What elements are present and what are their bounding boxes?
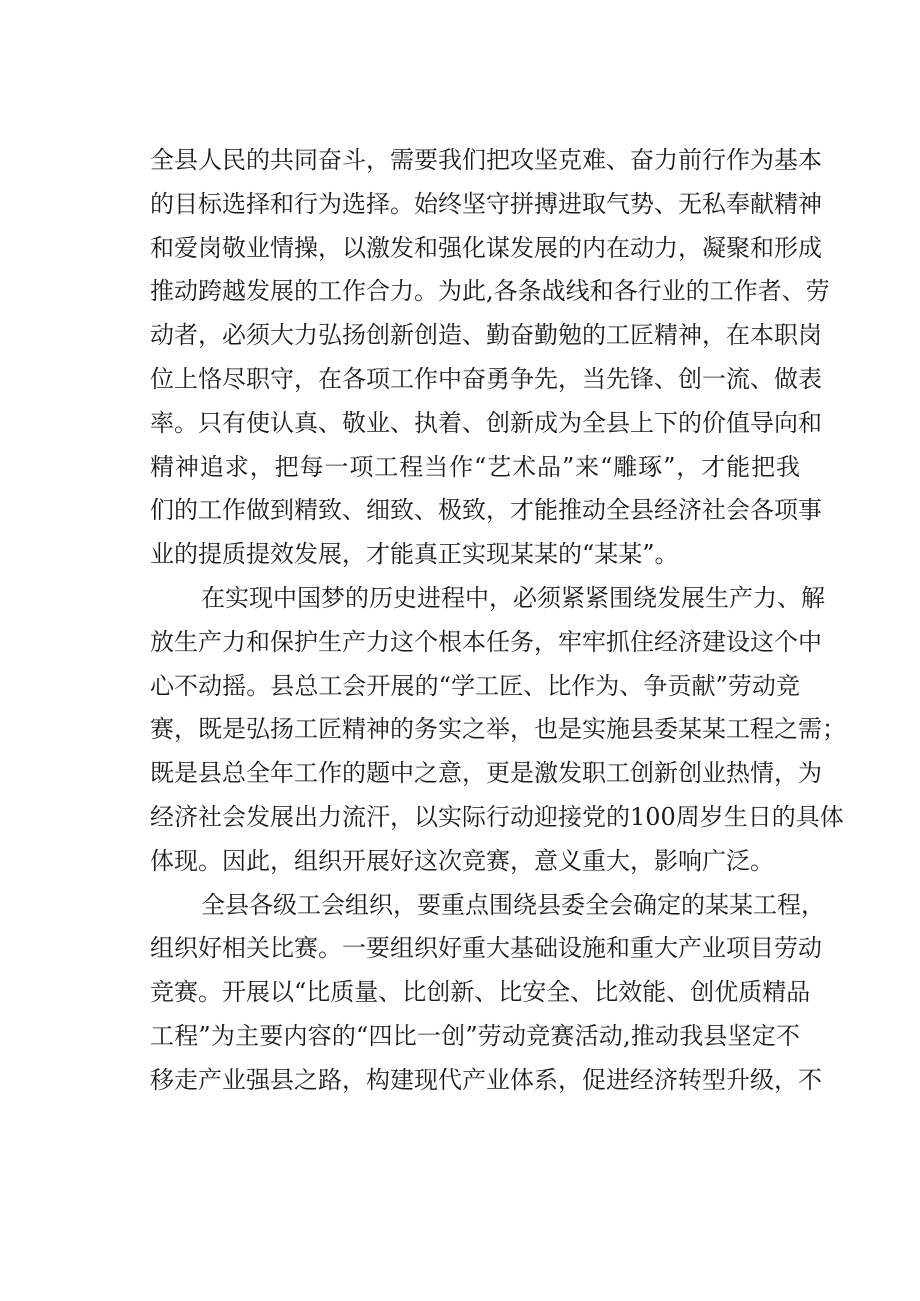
text-line: 率。只有使认真、敬业、执着、创新成为全县上下的价值导向和 [150, 408, 822, 437]
text-line: 动者，必须大力弘扬创新创造、勤奋勤勉的工匠精神，在本职岗 [150, 321, 822, 350]
document-body [150, 139, 846, 1103]
text-line: 竞赛。开展以“比质量、比创新、比安全、比效能、创优质精品 [150, 978, 811, 1007]
text-line: 放生产力和保护生产力这个根本任务，牢牢抓住经济建设这个中 [150, 627, 822, 656]
text-line: 们的工作做到精致、细致、极致，才能推动全县经济社会各项事 [150, 496, 822, 525]
text-line: 和爱岗敬业情操，以激发和强化谋发展的内在动力，凝聚和形成 [150, 233, 822, 262]
text-line: 工程”为主要内容的“四比一创”劳动竞赛活动,推动我县坚定不 [150, 1021, 800, 1050]
text-line: 组织好相关比赛。一要组织好重大基础设施和重大产业项目劳动 [150, 934, 822, 963]
text-line: 全县各级工会组织，要重点围绕县委全会确定的某某工程， [201, 890, 825, 919]
paragraph-2 [150, 577, 846, 884]
text-line: 既是县总全年工作的题中之意，更是激发职工创新创业热情，为 [150, 759, 822, 788]
text-line: 心不动摇。县总工会开展的“学工匠、比作为、争贡献”劳动竞 [150, 671, 800, 700]
text-line: 业的提质提效发展，才能真正实现某某的“某某”。 [150, 540, 679, 569]
paragraph-1 [150, 139, 830, 577]
text-line: 移走产业强县之路，构建现代产业体系，促进经济转型升级，不 [150, 1065, 822, 1094]
text-line: 精神追求，把每一项工程当作“艺术品”来“雕琢”，才能把我 [150, 452, 800, 481]
text-line: 经济社会发展出力流汗，以实际行动迎接党的100周岁生日的具体 [150, 802, 844, 831]
text-line: 体现。因此，组织开展好这次竞赛，意义重大，影响广泛。 [150, 846, 774, 875]
text-line: 推动跨越发展的工作合力。为此,各条战线和各行业的工作者、劳 [150, 277, 830, 306]
paragraph-3 [150, 884, 825, 1103]
text-line: 在实现中国梦的历史进程中，必须紧紧围绕发展生产力、解 [201, 583, 825, 612]
text-line: 全县人民的共同奋斗，需要我们把攻坚克难、奋力前行作为基本 [150, 146, 822, 174]
text-line: 位上恪尽职守，在各项工作中奋勇争先，当先锋、创一流、做表 [150, 364, 822, 393]
text-line: 的目标选择和行为选择。始终坚守拼搏进取气势、无私奉献精神 [150, 189, 822, 218]
text-line: 赛，既是弘扬工匠精神的务实之举，也是实施县委某某工程之需； [150, 715, 846, 744]
